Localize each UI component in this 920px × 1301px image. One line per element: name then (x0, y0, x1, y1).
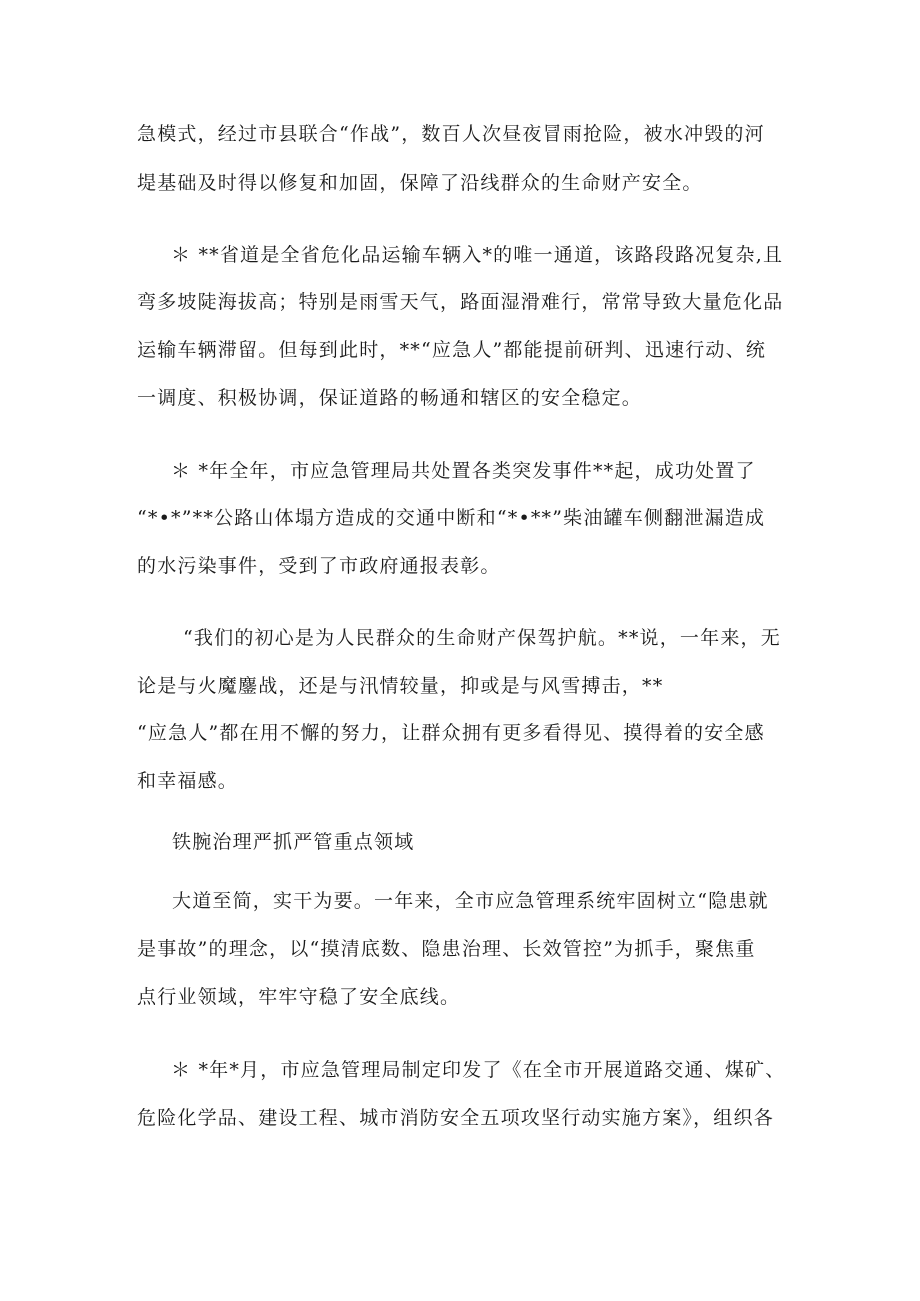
text-line: 大道至简，实干为要。一年来，全市应急管理系统牢固树立“隐患就 (172, 890, 769, 912)
text-line: 和幸福感。 (137, 770, 239, 792)
text-line: “应急人”都在用不懈的努力，让群众拥有更多看得见、摸得着的安全感 (137, 722, 765, 744)
text-line: 点行业领域，牢牢守稳了安全底线。 (137, 986, 461, 1008)
text-line: 急模式，经过市县联合“作战”，数百人次昼夜冒雨抢险，被水冲毁的河 (137, 123, 765, 145)
text-line: 论是与火魔鏖战，还是与汛情较量，抑或是与风雪搏击，** (137, 675, 664, 697)
text-line: 弯多坡陡海拔高；特别是雨雪天气，路面湿滑难行，常常导致大量危化品 (137, 291, 784, 313)
text-line: “我们的初心是为人民群众的生命财产保驾护航。**说，一年来，无 (183, 627, 781, 649)
text-line: 运输车辆滞留。但每到此时，**“应急人”都能提前研判、迅速行动、统 (137, 339, 767, 361)
text-line: 堤基础及时得以修复和加固，保障了沿线群众的生命财产安全。 (137, 172, 703, 194)
text-line: 的水污染事件，受到了市政府通报表彰。 (137, 555, 501, 577)
text-line: 是事故”的理念，以“摸清底数、隐患治理、长效管控”为抓手，聚焦重 (137, 938, 756, 960)
text-line: ＊ **省道是全省危化品运输车辆入*的唯一通道，该路段路况复杂,且 (171, 244, 784, 266)
text-line: “*•*”**公路山体塌方造成的交通中断和“*•**”柴油罐车侧翻泄漏造成 (137, 507, 766, 529)
text-line: 危险化学品、建设工程、城市消防安全五项攻坚行动实施方案》，组织各 (137, 1107, 774, 1129)
text-line: ＊ *年*月，市应急管理局制定印发了《在全市开展道路交通、煤矿、 (171, 1059, 786, 1081)
section-heading: 铁腕治理严抓严管重点领域 (172, 831, 415, 853)
text-line: 一调度、积极协调，保证道路的畅通和辖区的安全稳定。 (137, 387, 643, 409)
text-line: ＊ *年全年，市应急管理局共处置各类突发事件**起，成功处置了 (171, 460, 756, 482)
